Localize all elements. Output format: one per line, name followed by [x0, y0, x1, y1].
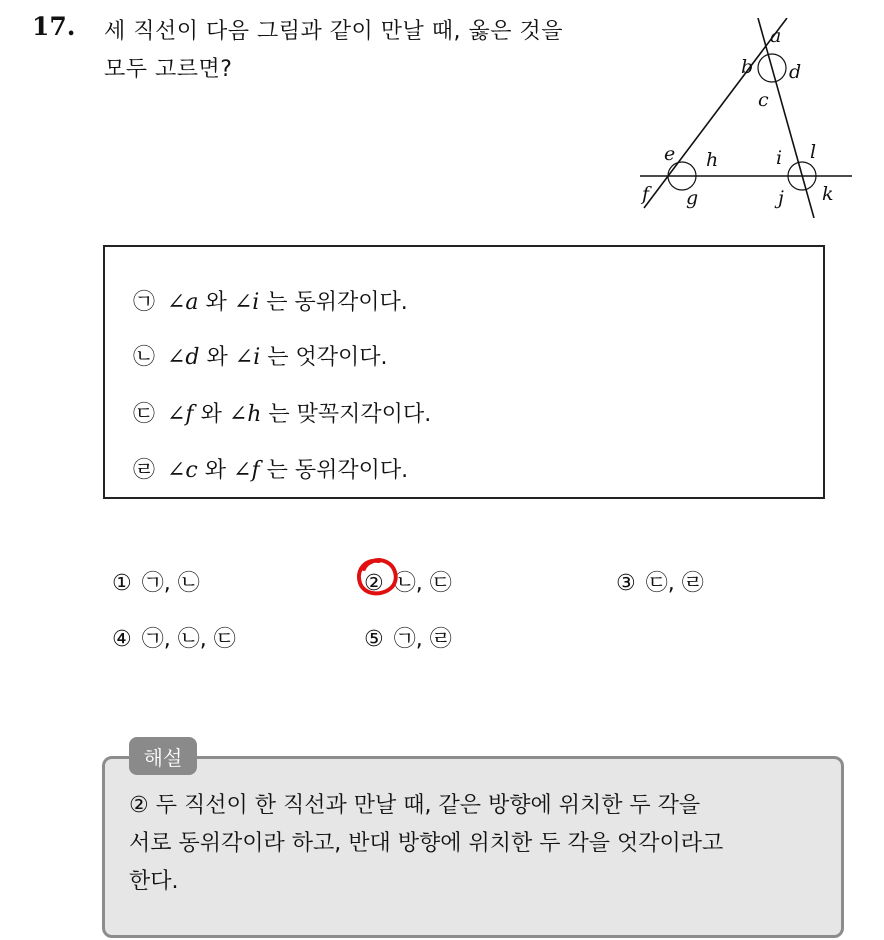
statements-box — [103, 245, 825, 499]
explanation-text — [129, 787, 829, 901]
label-h: h — [706, 149, 719, 171]
angle: ∠i — [234, 345, 261, 370]
label-c: c — [758, 89, 769, 111]
angle: ∠h — [228, 402, 262, 427]
choice-text: ㉠, ㉡, ㉢ — [141, 627, 236, 652]
label-f: f — [642, 183, 650, 205]
choice-3[interactable] — [616, 566, 704, 597]
statement-marker: ㉡ — [133, 345, 156, 370]
choice-text: ㉡, ㉢ — [393, 571, 452, 596]
connector: 와 — [193, 402, 229, 427]
angle: ∠i — [233, 290, 260, 315]
angle: ∠f — [233, 458, 260, 483]
label-g: g — [686, 187, 699, 209]
choice-4[interactable] — [112, 622, 236, 653]
label-k: k — [822, 183, 834, 205]
angle: ∠d — [167, 345, 200, 370]
statement-marker: ㉣ — [133, 458, 156, 483]
statement-1 — [133, 285, 408, 316]
statement-text: 는 맞꼭지각이다. — [261, 402, 432, 427]
answer-circle-mark-icon — [352, 555, 402, 601]
angle: ∠f — [167, 402, 194, 427]
choice-number: ⑤ — [364, 627, 384, 652]
statement-3 — [133, 397, 431, 428]
line-2 — [758, 18, 817, 218]
label-b: b — [741, 56, 754, 78]
connector: 와 — [197, 458, 234, 483]
three-lines-figure — [630, 18, 860, 218]
connector: 와 — [198, 290, 234, 315]
statement-marker: ㉢ — [133, 402, 156, 427]
choice-text: ㉠, ㉡ — [141, 571, 200, 596]
choice-text: ㉠, ㉣ — [393, 627, 452, 652]
statement-text: 는 엇각이다. — [260, 345, 388, 370]
angle: ∠a — [167, 290, 199, 315]
label-j: j — [778, 187, 784, 209]
question-text-line1: 세 직선이 다음 그림과 같이 만날 때, 옳은 것을 — [104, 19, 563, 44]
choice-number: ① — [112, 571, 132, 596]
label-a: a — [770, 25, 782, 47]
choice-1[interactable] — [112, 566, 200, 597]
statement-marker: ㉠ — [133, 290, 156, 315]
explanation-line2: 서로 동위각이라 하고, 반대 방향에 위치한 두 각을 엇각이라고 — [129, 831, 724, 856]
label-e: e — [664, 143, 676, 165]
explanation-box — [102, 756, 844, 938]
explanation-line3: 한다. — [129, 869, 179, 894]
choice-number: ④ — [112, 627, 132, 652]
label-l: l — [810, 141, 817, 163]
connector: 와 — [199, 345, 235, 370]
choice-number: ② — [364, 571, 384, 596]
choice-5[interactable] — [364, 622, 452, 653]
statement-2 — [133, 340, 388, 371]
explanation-line1: ② 두 직선이 한 직선과 만날 때, 같은 방향에 위치한 두 각을 — [129, 793, 701, 818]
statement-text: 는 동위각이다. — [259, 458, 409, 483]
question-text-line2: 모두 고르면? — [104, 57, 233, 82]
choice-number: ③ — [616, 571, 636, 596]
question-number: 17. — [32, 12, 76, 41]
angle: ∠c — [167, 458, 198, 483]
label-d: d — [789, 61, 802, 83]
statement-4 — [133, 453, 408, 484]
label-i: i — [776, 147, 783, 169]
choice-text: ㉢, ㉣ — [645, 571, 704, 596]
statement-text: 는 동위각이다. — [259, 290, 408, 315]
explanation-tag: 해설 — [129, 737, 197, 775]
